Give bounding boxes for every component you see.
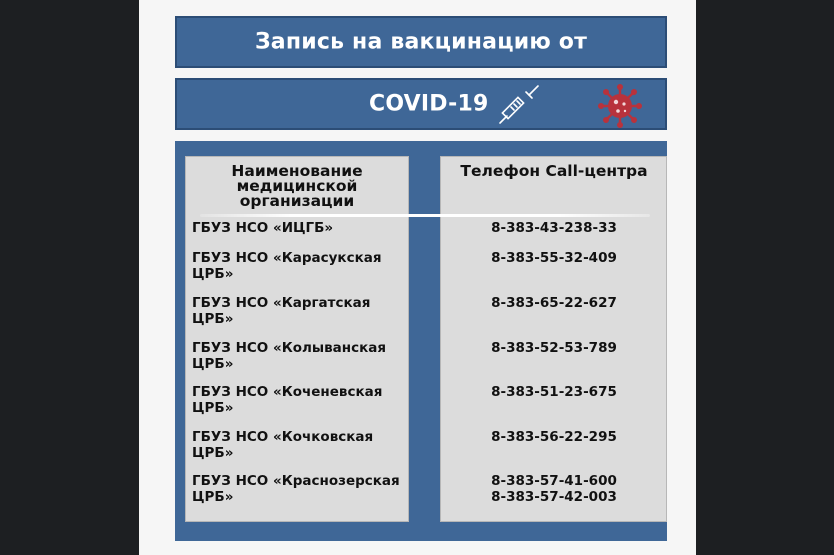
- header-divider: [200, 214, 650, 217]
- call-center-phone: 8-383-43-238-33: [491, 220, 617, 236]
- call-center-phone: 8-383-57-41-600: [491, 473, 617, 489]
- title-banner: [175, 16, 667, 68]
- organization-name: ГБУЗ НСО «Коченевская ЦРБ»: [192, 384, 383, 416]
- subtitle-banner: [175, 78, 667, 130]
- coronavirus-icon: [597, 83, 643, 129]
- phone-column: [440, 156, 667, 522]
- organization-name: ГБУЗ НСО «Карасукская ЦРБ»: [192, 250, 382, 282]
- syringe-icon: [495, 83, 541, 129]
- phone-column-header: Телефон Call-центра: [460, 162, 648, 180]
- call-center-phone: 8-383-56-22-295: [491, 429, 617, 445]
- organization-column: [185, 156, 409, 522]
- organization-name: ГБУЗ НСО «Кочковская ЦРБ»: [192, 429, 374, 461]
- call-center-phone: 8-383-55-32-409: [491, 250, 617, 266]
- call-center-phone: 8-383-52-53-789: [491, 340, 617, 356]
- title-line-2: COVID-19: [369, 91, 489, 117]
- organization-name: ГБУЗ НСО «Краснозерская ЦРБ»: [192, 473, 400, 505]
- title-line-1: Запись на вакцинацию от: [254, 29, 588, 55]
- organization-name: ГБУЗ НСО «ИЦГБ»: [192, 220, 334, 236]
- call-center-phone-secondary: 8-383-57-42-003: [491, 489, 617, 505]
- organization-column-header: Наименование медицинской организации: [231, 162, 363, 210]
- organization-name: ГБУЗ НСО «Колыванская ЦРБ»: [192, 340, 387, 372]
- organization-name: ГБУЗ НСО «Каргатская ЦРБ»: [192, 295, 371, 327]
- call-center-phone: 8-383-51-23-675: [491, 384, 617, 400]
- call-center-phone: 8-383-65-22-627: [491, 295, 617, 311]
